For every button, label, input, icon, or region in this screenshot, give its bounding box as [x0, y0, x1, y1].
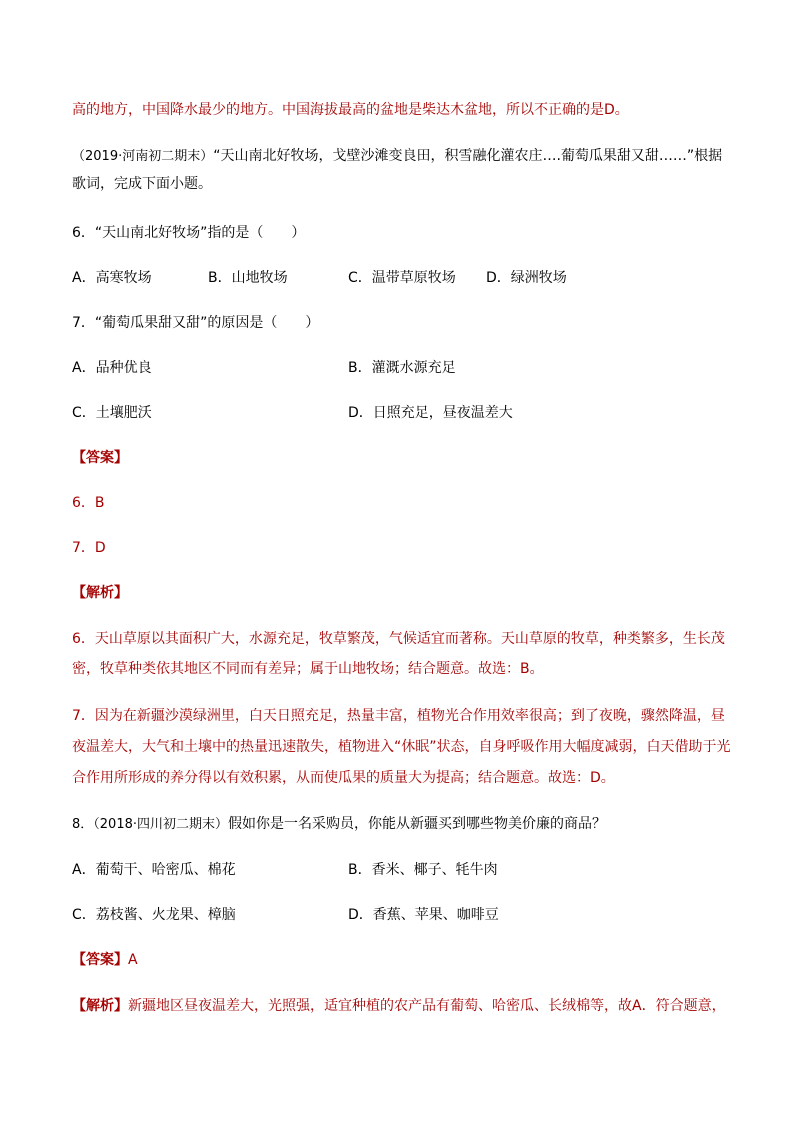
q8-option-c: C．荔枝酱、火龙果、樟脑: [72, 907, 236, 923]
q7-option-b: B．灌溉水源充足: [348, 360, 456, 376]
analysis-6-line-1: 6．天山草原以其面积广大，水源充足，牧草繁茂，气候适宜而著称。天山草原的牧草，种类繁多，生长茂: [72, 631, 725, 647]
intro-text: 高的地方，中国降水最少的地方。中国海拔最高的盆地是柴达木盆地，所以不正确的是D。: [72, 102, 629, 118]
q8-option-a: A．葡萄干、哈密瓜、棉花: [72, 862, 236, 878]
answer-6: 6．B: [72, 495, 105, 511]
q8-analysis-label: 【解析】: [72, 998, 128, 1014]
q8-source: 8．（2018·四川初二期末）: [72, 817, 228, 832]
analysis-7-line-2: 夜温差大，大气和土壤中的热量迅速散失，植物进入“休眠”状态，自身呼吸作用大幅度减弱，白天借助于光: [72, 739, 731, 755]
q6-option-d: D．绿洲牧场: [486, 270, 567, 286]
q8-stem: 假如你是一名采购员，你能从新疆买到哪些物美价廉的商品？: [228, 816, 606, 832]
passage-line-1: [72, 146, 740, 167]
analysis-7-line-3: 合作用所形成的养分得以有效积累，从而使瓜果的质量大为提高；结合题意。故选：D。: [72, 770, 615, 786]
passage-line-2: 歌词，完成下面小题。: [72, 176, 212, 192]
q7-option-a: A．品种优良: [72, 360, 152, 376]
answer-7: 7．D: [72, 540, 106, 556]
passage-source: （2019·河南初二期末）: [72, 149, 214, 164]
answer-label: 【答案】: [72, 450, 128, 466]
passage-text: “天山南北好牧场，戈壁沙滩变良田，积雪融化灌农庄….葡萄瓜果甜又甜……”根据: [213, 148, 723, 164]
q8-option-d: D．香蕉、苹果、咖啡豆: [348, 907, 499, 923]
q6-option-a: A．高寒牧场: [72, 270, 152, 286]
q8-answer-line: [72, 950, 740, 970]
q8-answer-label: 【答案】: [72, 952, 128, 968]
q7-option-d: D．日照充足，昼夜温差大: [348, 405, 513, 421]
q8-analysis-line: [72, 996, 740, 1016]
q6-option-b: B．山地牧场: [208, 270, 288, 286]
q7-stem: 7．“葡萄瓜果甜又甜”的原因是（ ）: [72, 315, 320, 331]
analysis-label: 【解析】: [72, 585, 128, 601]
q8-answer: A: [128, 952, 138, 968]
analysis-7-line-1: 7．因为在新疆沙漠绿洲里，白天日照充足，热量丰富，植物光合作用效率很高；到了夜晚，骤然降温，昼: [72, 708, 725, 724]
analysis-6-line-2: 密，牧草种类依其地区不同而有差异；属于山地牧场；结合题意。故选：B。: [72, 661, 544, 677]
q6-stem: 6．“天山南北好牧场”指的是（ ）: [72, 225, 306, 241]
q6-option-c: C．温带草原牧场: [348, 270, 456, 286]
q7-option-c: C．土壤肥沃: [72, 405, 152, 421]
q8-option-b: B．香米、椰子、牦牛肉: [348, 862, 498, 878]
q8-analysis: 新疆地区昼夜温差大，光照强，适宜种植的农产品有葡萄、哈密瓜、长绒棉等，故A．符合题意，: [128, 998, 726, 1014]
q8-stem-line: [72, 814, 740, 835]
